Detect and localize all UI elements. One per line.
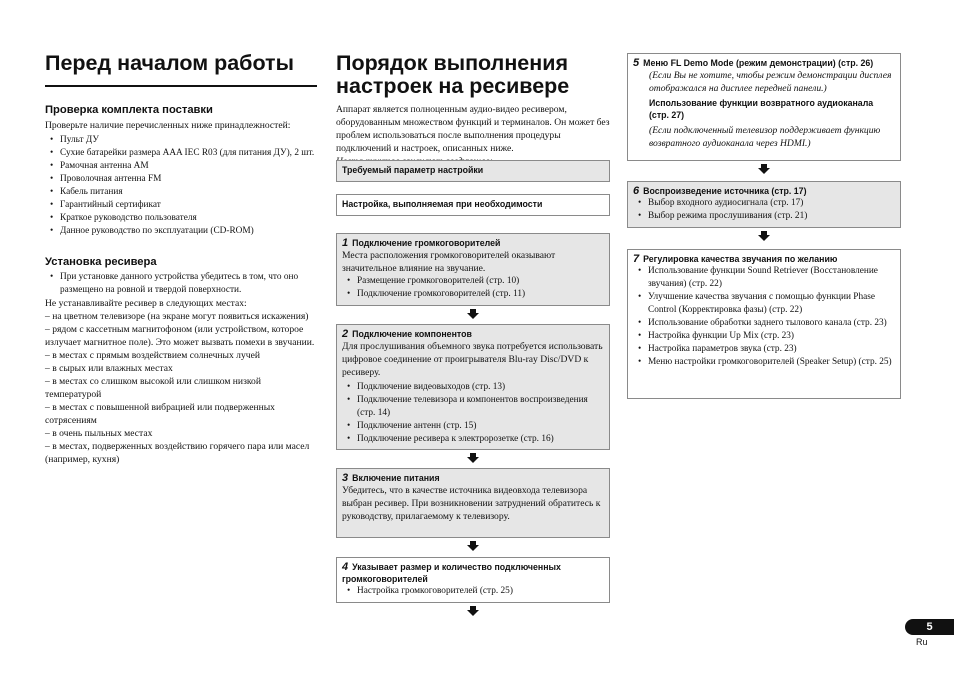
step-5-box xyxy=(627,53,901,161)
list-item: • Размещение громкоговорителей (стр. 10) xyxy=(342,275,604,288)
legend-required-box xyxy=(336,160,610,182)
legend-required-label: Требуемый параметр настройки xyxy=(342,165,484,175)
step-number: 1 xyxy=(342,237,349,249)
down-arrow-icon xyxy=(467,309,479,319)
down-arrow-icon xyxy=(467,541,479,551)
step-number: 2 xyxy=(342,328,349,340)
dash-item: – в местах со слишком высокой или слишком низкой температурой xyxy=(45,376,261,400)
list-item: • При установке данного устройства убедитесь в том, что оно размещено на ровной и твердой поверхности. xyxy=(45,271,317,297)
step-number: 7 xyxy=(633,253,640,265)
page-number-badge: 5 xyxy=(905,619,954,635)
step-subtitle: Использование функции возвратного аудиоканала (стр. 27) xyxy=(649,98,874,120)
dash-item: – рядом с кассетным магнитофоном (или устройством, которое излучает магнитное поле). Это может вызвать помехи в звучании. xyxy=(45,324,315,348)
dash-item: – в местах с повышенной вибрацией или подверженных сотрясениям xyxy=(45,402,275,426)
step-title: Подключение громкоговорителей xyxy=(352,238,501,248)
step-number: 6 xyxy=(633,185,640,197)
step-text: Убедитесь, что в качестве источника видеовхода телевизора выбран ресивер. При возникновении затруднений обратитесь к руководству, прилагаемому к телевизору. xyxy=(342,485,601,522)
step-title: Регулировка качества звучания по желанию xyxy=(643,254,838,264)
list-item: • Сухие батарейки размера AAA IEC R03 (для питания ДУ), 2 шт. xyxy=(45,147,317,160)
dash-item: – в сырых или влажных местах xyxy=(45,363,173,374)
step-2-box xyxy=(336,324,610,450)
step-note: (Если Вы не хотите, чтобы режим демонстрации дисплея отображался на дисплее передней панели.) xyxy=(649,70,892,94)
step-title: Меню FL Demo Mode (режим демонстрации) (стр. 26) xyxy=(643,58,874,68)
step-7-box xyxy=(627,249,901,399)
step-title: Воспроизведение источника (стр. 17) xyxy=(643,186,807,196)
left-column xyxy=(45,52,317,466)
step-title: Указывает размер и количество подключенных громкоговорителей xyxy=(342,562,561,584)
step-number: 3 xyxy=(342,472,349,484)
page-title-setup-order-line1: Порядок выполнения xyxy=(336,51,569,75)
list-item: • Настройка функции Up Mix (стр. 23) xyxy=(633,330,895,343)
page-title-setup-order-line2: настроек на ресивере xyxy=(336,74,570,98)
step-text: Для прослушивания объемного звука потребуется использовать цифровое соединение от проигрывателя Blu-ray Disc/DVD к ресиверу. xyxy=(342,341,603,378)
list-item: • Меню настройки громкоговорителей (Speaker Setup) (стр. 25) xyxy=(633,356,895,369)
dash-item: – в очень пыльных местах xyxy=(45,428,153,439)
list-item: • Настройка параметров звука (стр. 23) xyxy=(633,343,895,356)
list-item: • Пульт ДУ xyxy=(45,134,317,147)
dash-item: – в местах с прямым воздействием солнечных лучей xyxy=(45,350,260,361)
step-6-box xyxy=(627,181,901,228)
list-item: • Выбор режима прослушивания (стр. 21) xyxy=(633,210,895,223)
list-item: • Использование функции Sound Retriever (Восстановление звучания) (стр. 22) xyxy=(633,265,895,291)
section-heading-installation: Установка ресивера xyxy=(45,256,157,268)
step-number: 4 xyxy=(342,561,349,573)
list-item: • Проволочная антенна FM xyxy=(45,173,317,186)
down-arrow-icon xyxy=(758,164,770,174)
accessories-list xyxy=(45,134,317,238)
list-item: • Улучшение качества звучания с помощью функции Phase Control (Корректировка фазы) (стр. 22) xyxy=(633,291,895,317)
section-heading-package-check: Проверка комплекта поставки xyxy=(45,104,213,116)
title-rule xyxy=(45,85,317,87)
page-title-before-start: Перед началом работы xyxy=(45,51,294,75)
list-item: • Рамочная антенна AM xyxy=(45,160,317,173)
list-item: • Подключение ресивера к электророзетке (стр. 16) xyxy=(342,433,604,446)
list-item: • Использование обработки заднего тылового канала (стр. 23) xyxy=(633,317,895,330)
step-4-box xyxy=(336,557,610,603)
list-item: • Кабель питания xyxy=(45,186,317,199)
list-item: • Краткое руководство пользователя xyxy=(45,212,317,225)
legend-optional-label: Настройка, выполняемая при необходимости xyxy=(342,199,543,209)
package-intro: Проверьте наличие перечисленных ниже принадлежностей: xyxy=(45,120,291,131)
legend-optional-box xyxy=(336,194,610,216)
down-arrow-icon xyxy=(467,606,479,616)
dash-item: – в местах, подверженных воздействию горячего пара или масел (например, кухня) xyxy=(45,441,310,465)
setup-intro: Аппарат является полноценным аудио-видео ресивером, оборудованным множеством функций и терминалов. Он может без проблем использоваться после выполнения процедуры подключений и настроек, описанных ниже. xyxy=(336,104,610,154)
list-item: • Подключение громкоговорителей (стр. 11) xyxy=(342,288,604,301)
step-note: (Если подключенный телевизор поддерживает функцию возвратного аудиоканала через HDMI.) xyxy=(649,125,881,149)
list-item: • Подключение телевизора и компонентов воспроизведения (стр. 14) xyxy=(342,394,604,420)
step-text: Места расположения громкоговорителей оказывают значительное влияние на звучание. xyxy=(342,250,556,274)
step-3-box xyxy=(336,468,610,538)
down-arrow-icon xyxy=(467,453,479,463)
installation-intro: Не устанавливайте ресивер в следующих местах: xyxy=(45,298,247,309)
step-1-box xyxy=(336,233,610,306)
list-item: • Гарантийный сертификат xyxy=(45,199,317,212)
list-item: • Подключение видеовыходов (стр. 13) xyxy=(342,381,604,394)
list-item: • Данное руководство по эксплуатации (CD-ROM) xyxy=(45,225,317,238)
list-item: • Подключение антенн (стр. 15) xyxy=(342,420,604,433)
step-number: 5 xyxy=(633,57,640,69)
installation-bullet-list xyxy=(45,271,317,297)
middle-column xyxy=(336,52,610,168)
dash-item: – на цветном телевизоре (на экране могут появиться искажения) xyxy=(45,311,309,322)
list-item: • Выбор входного аудиосигнала (стр. 17) xyxy=(633,197,895,210)
language-code: Ru xyxy=(916,637,928,647)
step-title: Включение питания xyxy=(352,473,440,483)
step-title: Подключение компонентов xyxy=(352,329,472,339)
down-arrow-icon xyxy=(758,231,770,241)
list-item: • Настройка громкоговорителей (стр. 25) xyxy=(342,585,604,598)
